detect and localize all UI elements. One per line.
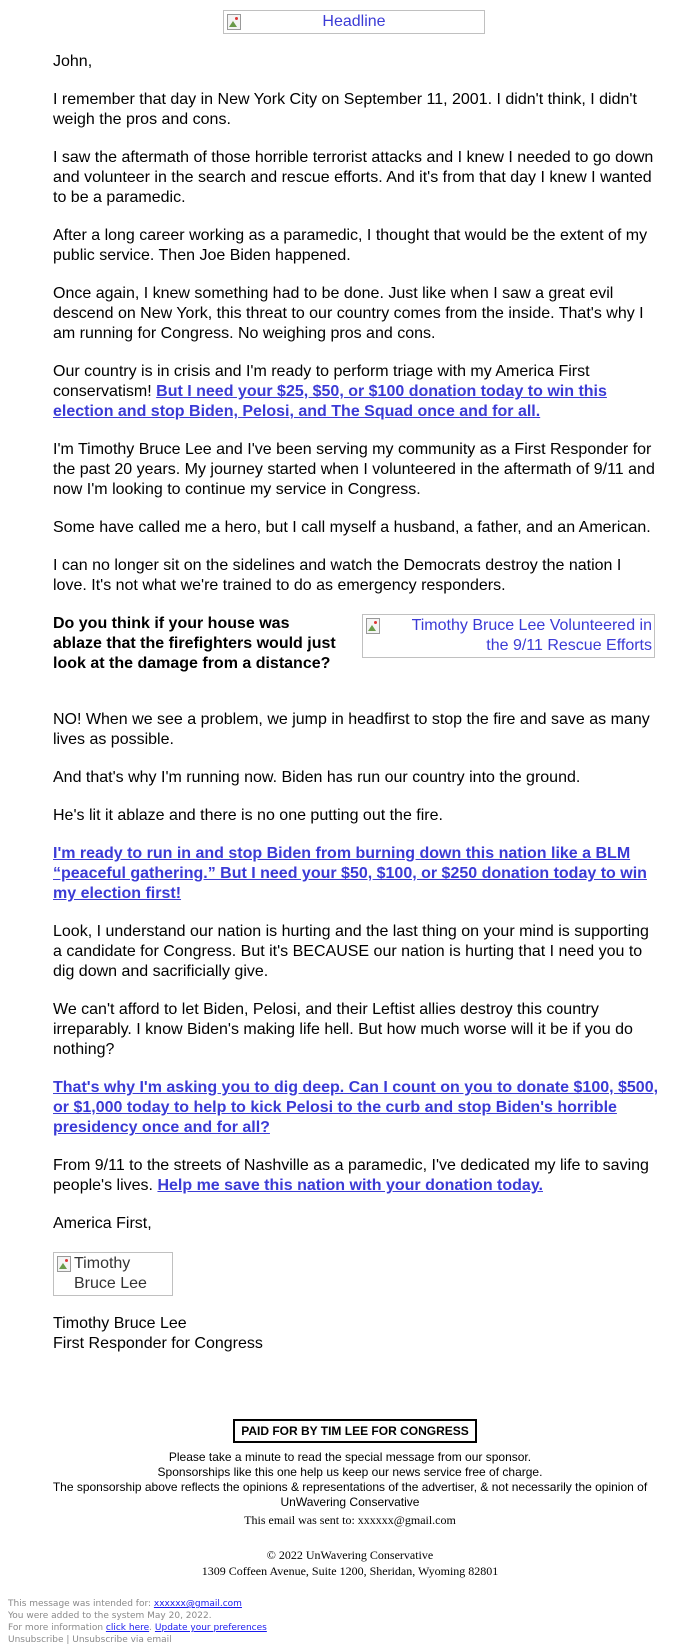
paragraph	[53, 844, 659, 904]
intended-email-link[interactable]: xxxxxx@gmail.com	[153, 1599, 242, 1609]
email-footer	[8, 1598, 688, 1646]
unsubscribe-line[interactable]: Unsubscribe | Unsubscribe via email	[8, 1635, 172, 1645]
paragraph	[53, 362, 659, 422]
donate-link-100-500-1000[interactable]: That's why I'm asking you to dig deep. Can I count on you to donate $100, $500, or $1,000 today to help to kick Pelosi to the curb and stop Biden's horrible presidency once and for all?	[53, 1079, 659, 1136]
more-info-label: For more information	[8, 1623, 106, 1633]
paragraph: I saw the aftermath of those horrible terrorist attacks and I knew I needed to go down and volunteer in the search and rescue efforts. And it's from that day I knew I wanted to be a paramedic.	[53, 149, 654, 206]
paid-for-disclaimer: PAID FOR BY TIM LEE FOR CONGRESS	[233, 1419, 477, 1443]
paragraph: We can't afford to let Biden, Pelosi, and their Leftist allies destroy this country irreparably. I know Biden's making life hell. But how much worse will it be if you do nothing?	[53, 1001, 633, 1058]
update-preferences-link[interactable]: Update your preferences	[154, 1623, 267, 1633]
paragraph: I'm Timothy Bruce Lee and I've been serving my community as a First Responder for the past 20 years. My journey started when I volunteered in the aftermath of 9/11 and now I'm looking to continue my service in Congress.	[53, 441, 655, 498]
signature-name: Timothy Bruce Lee	[53, 1315, 187, 1332]
donate-link-50-100-250[interactable]: I'm ready to run in and stop Biden from burning down this nation like a BLM “peaceful gathering.” But I need your $50, $100, or $250 donation today to win my election first!	[53, 845, 647, 902]
question-text: Do you think if your house was ablaze that the firefighters would just look at the damage from a distance?	[53, 615, 336, 672]
signature-image	[53, 1252, 173, 1296]
more-info-line	[8, 1622, 688, 1634]
broken-image-icon	[227, 14, 241, 30]
headline-image	[223, 10, 485, 34]
added-line: You were added to the system May 20, 2022.	[8, 1611, 212, 1621]
paragraph: Look, I understand our nation is hurting and the last thing on your mind is supporting a candidate for Congress. But it's BECAUSE our nation is hurting that I need you to dig down and sacrificially give.	[53, 923, 649, 980]
question-row	[53, 614, 659, 692]
volunteer-image-alt: Timothy Bruce Lee Volunteered in the 9/11 Rescue Efforts	[411, 617, 652, 654]
paragraph: I remember that day in New York City on September 11, 2001. I didn't think, I didn't weigh the pros and cons.	[53, 91, 637, 128]
sent-to-line: This email was sent to: xxxxxx@gmail.com	[244, 1513, 456, 1527]
copyright-line: © 2022 UnWavering Conservative	[266, 1548, 434, 1562]
donate-link-25-50-100[interactable]: But I need your $25, $50, or $100 donation today to win this election and stop Biden, Pelosi, and The Squad once and for all.	[53, 383, 607, 420]
paragraph: NO! When we see a problem, we jump in headfirst to stop the fire and save as many lives as possible.	[53, 711, 650, 748]
paragraph-text: Our country is in crisis and I'm ready to perform triage with my America First conservatism!	[53, 363, 590, 400]
click-here-link[interactable]: click here	[105, 1623, 150, 1633]
greeting: John,	[53, 53, 93, 70]
intended-label: This message was intended for:	[8, 1599, 154, 1609]
paragraph	[53, 1156, 659, 1196]
separator: .	[149, 1623, 155, 1633]
broken-image-icon	[366, 618, 380, 634]
sponsor-message	[20, 1450, 680, 1510]
paragraph: After a long career working as a paramedic, I thought that would be the extent of my public service. Then Joe Biden happened.	[53, 227, 648, 264]
paragraph: Some have called me a hero, but I call myself a husband, a father, and an American.	[53, 519, 651, 536]
sponsor-line: The sponsorship above reflects the opinions & representations of the advertiser, & not necessarily the opinion of UnWavering Conservative	[52, 1480, 648, 1509]
paragraph: Once again, I knew something had to be done. Just like when I saw a great evil descend on New York, this threat to our country comes from the inside. That's why I am running for Congress. No weighing pros and cons.	[53, 285, 644, 342]
intended-line	[8, 1598, 688, 1610]
email-body	[53, 52, 659, 1354]
signature-title: First Responder for Congress	[53, 1335, 263, 1352]
volunteer-image	[362, 614, 655, 658]
donate-today-link[interactable]: Help me save this nation with your donation today.	[157, 1177, 543, 1194]
sponsor-line: Please take a minute to read the special message from our sponsor.	[168, 1450, 532, 1464]
paragraph: I can no longer sit on the sidelines and watch the Democrats destroy the nation I love. It's not what we're trained to do as emergency responders.	[53, 557, 622, 594]
headline-image-alt: Headline	[322, 13, 386, 30]
signoff: America First,	[53, 1215, 152, 1232]
address-line: 1309 Coffeen Avenue, Suite 1200, Sheridan, Wyoming 82801	[201, 1564, 499, 1578]
paragraph-text: From 9/11 to the streets of Nashville as a paramedic, I've dedicated my life to saving people's lives.	[53, 1157, 649, 1194]
paragraph: And that's why I'm running now. Biden has run our country into the ground.	[53, 769, 581, 786]
paragraph: He's lit it ablaze and there is no one putting out the fire.	[53, 807, 443, 824]
paragraph	[53, 1078, 659, 1138]
sponsor-line: Sponsorships like this one help us keep our news service free of charge.	[157, 1465, 543, 1479]
signature-image-alt: Timothy Bruce Lee	[74, 1255, 147, 1292]
broken-image-icon	[57, 1256, 71, 1272]
